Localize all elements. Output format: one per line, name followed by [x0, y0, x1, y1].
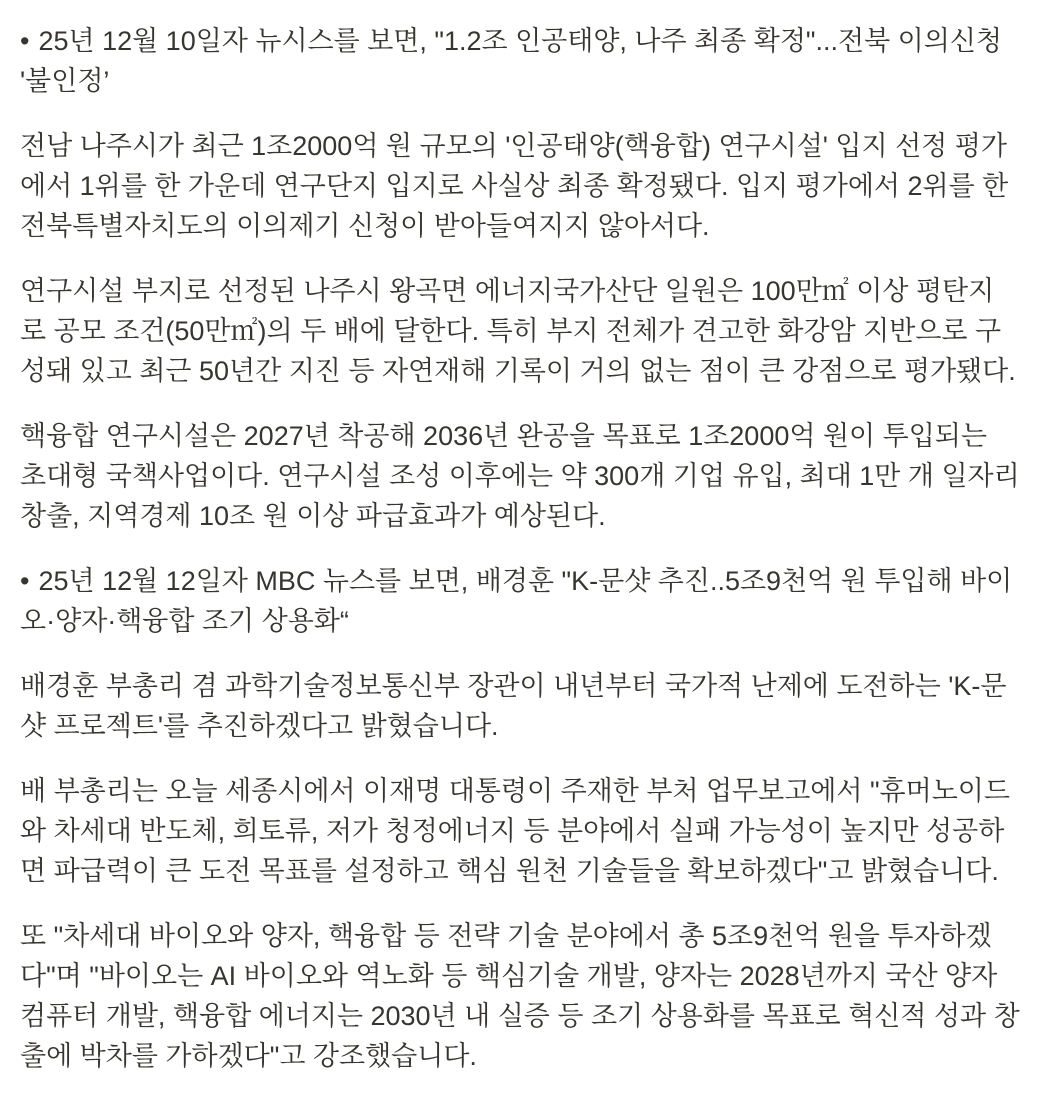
bullet-icon: • [20, 566, 30, 596]
bullet-item-newsis-headline [20, 21, 1020, 101]
bullet-text: 25년 12월 10일자 뉴시스를 보면, "1.2조 인공태양, 나주 최종 확정"...전북 이의신청 '불인정’ [20, 26, 1002, 96]
paragraph-naju-selection: 전남 나주시가 최근 1조2000억 원 규모의 '인공태양(핵융합) 연구시설' 입지 선정 평가에서 1위를 한 가운데 연구단지 입지로 사실상 최종 확정됐다. 입지 평가에서 2위를 한 전북특별자치도의 이의제기 신청이 받아들여지지 않아서다. [20, 131, 1009, 241]
paragraph-k-moonshot-announcement: 배경훈 부총리 겸 과학기술정보통신부 장관이 내년부터 국가적 난제에 도전하는 'K-문샷 프로젝트'를 추진하겠다고 밝혔습니다. [20, 671, 1007, 741]
paragraph-site-conditions: 연구시설 부지로 선정된 나주시 왕곡면 에너지국가산단 일원은 100만㎡ 이상 평탄지로 공모 조건(50만㎡)의 두 배에 달한다. 특히 부지 전체가 견고한 화강암 지반으로 구성돼 있고 최근 50년간 지진 등 자연재해 기록이 거의 없는 점이 큰 강점으로 평가됐다. [20, 276, 1016, 386]
bullet-text: 25년 12월 12일자 MBC 뉴스를 보면, 배경훈 "K-문샷 추진..5조9천억 원 투입해 바이오·양자·핵융합 조기 상용화“ [20, 566, 1013, 636]
paragraph-investment-plan: 또 "차세대 바이오와 양자, 핵융합 등 전략 기술 분야에서 총 5조9천억 원을 투자하겠다"며 "바이오는 AI 바이오와 역노화 등 핵심기술 개발, 양자는 2028년까지 국산 양자 컴퓨터 개발, 핵융합 에너지는 2030년 내 실증 등 조기 상용화를 목표로 혁신적 성과 창출에 박차를 가하겠다"고 강조했습니다. [20, 921, 1020, 1071]
paragraph-project-scale: 핵융합 연구시설은 2027년 착공해 2036년 완공을 목표로 1조2000억 원이 투입되는 초대형 국책사업이다. 연구시설 조성 이후에는 약 300개 기업 유입, 최대 1만 개 일자리 창출, 지역경제 10조 원 이상 파급효과가 예상된다. [20, 421, 1020, 531]
paragraph-ministry-briefing: 배 부총리는 오늘 세종시에서 이재명 대통령이 주재한 부처 업무보고에서 "휴머노이드와 차세대 반도체, 희토류, 저가 청정에너지 등 분야에서 실패 가능성이 높지만 성공하면 파급력이 큰 도전 목표를 설정하고 핵심 원천 기술들을 확보하겠다"고 밝혔습니다. [20, 776, 1010, 886]
bullet-item-mbc-headline [20, 561, 1020, 641]
bullet-icon: • [20, 26, 30, 56]
